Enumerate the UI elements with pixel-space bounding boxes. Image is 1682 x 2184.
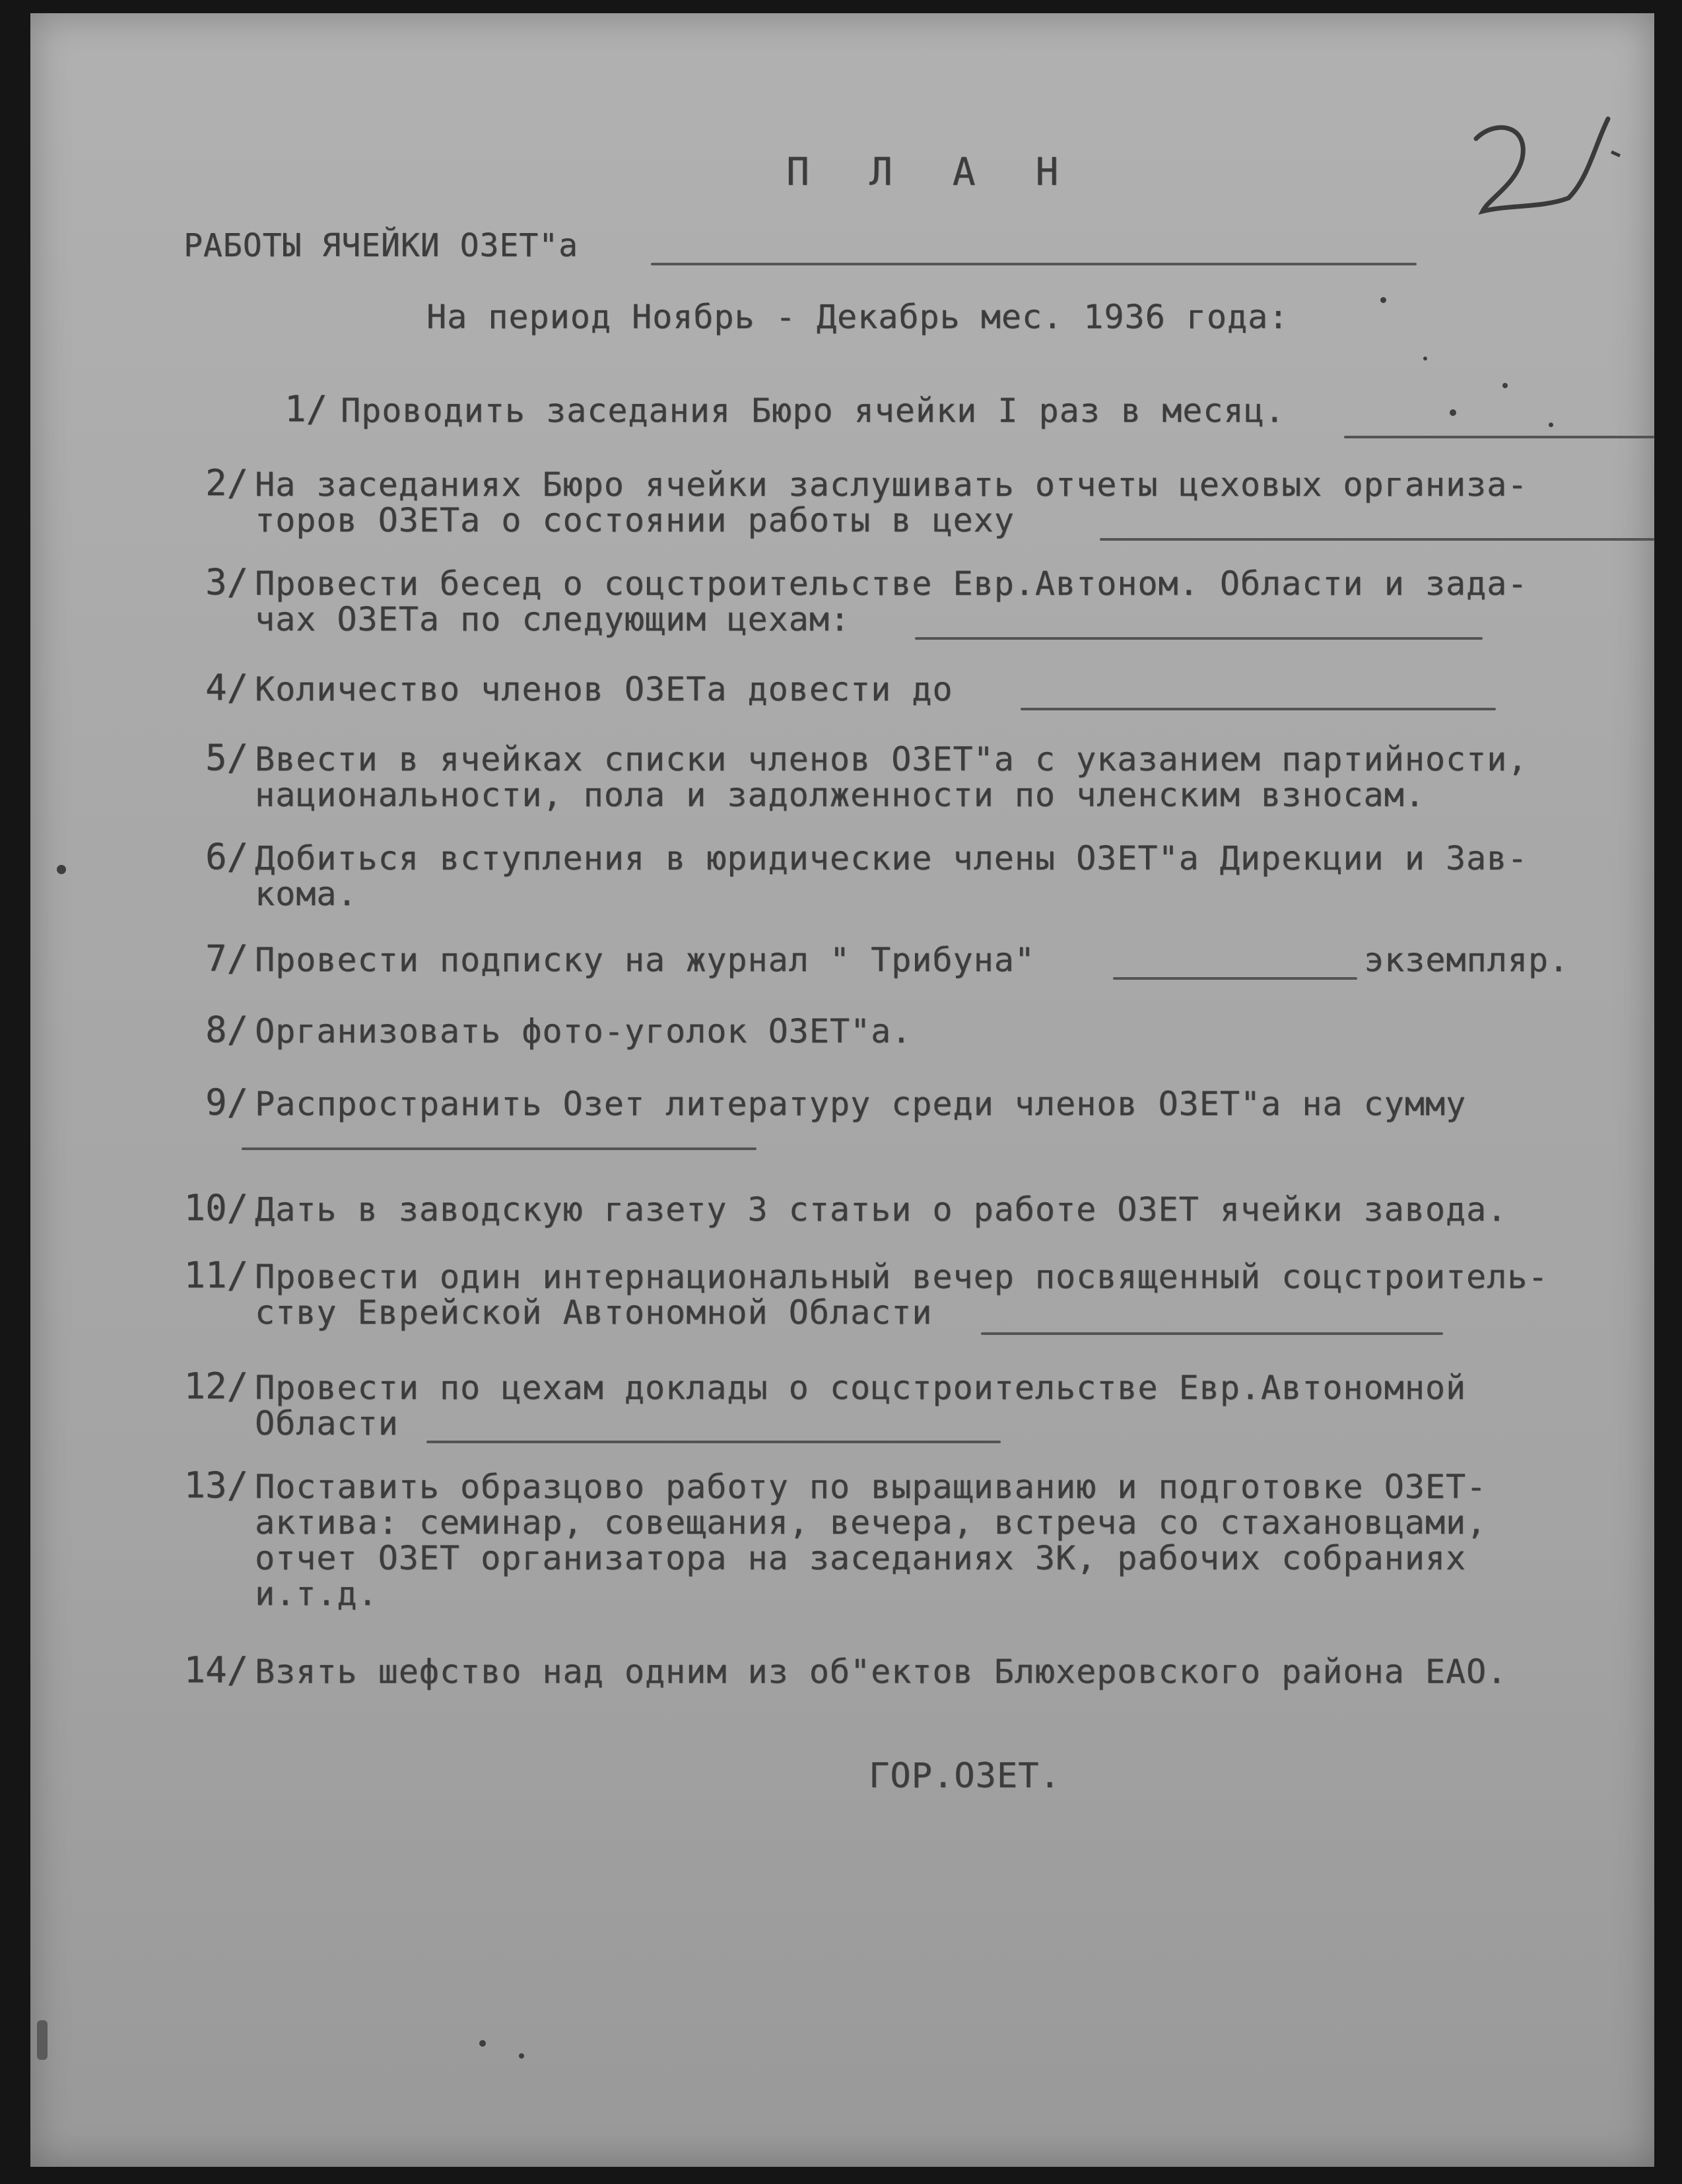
item-9-blank-line xyxy=(242,1147,757,1150)
item-5-number: 5/ xyxy=(205,737,248,778)
scan-speck xyxy=(1380,297,1386,303)
item-7-text-end: экземпляр. xyxy=(1364,941,1570,979)
item-11-text-line-2: ству Еврейской Автономной Области xyxy=(255,1293,933,1332)
item-6-number: 6/ xyxy=(205,836,248,877)
period-line: На период Ноябрь - Декабрь мес. 1936 года: xyxy=(426,298,1289,336)
item-5-text-line-1: Ввести в ячейках списки членов ОЗЕТ"а с указанием партийности, xyxy=(255,740,1528,778)
signature: ГОР.ОЗЕТ. xyxy=(869,1756,1061,1796)
item-13-text-line-3: отчет ОЗЕТ организатора на заседаниях ЗК, рабочих собраниях xyxy=(255,1539,1467,1577)
scan-speck xyxy=(1450,409,1456,416)
item-4-text: Количество членов ОЗЕТа довести до xyxy=(255,670,953,708)
item-1-text: Проводить заседания Бюро ячейки I раз в месяц. xyxy=(341,392,1285,430)
item-2-number: 2/ xyxy=(205,462,248,504)
item-1-number: 1/ xyxy=(284,388,327,430)
item-11-number: 11/ xyxy=(184,1254,248,1296)
item-8-text: Организовать фото-уголок ОЗЕТ"а. xyxy=(255,1012,912,1050)
item-3-text-line-1: Провести бесед о соцстроительстве Евр.Автоном. Области и зада- xyxy=(255,564,1528,603)
page-title: П Л А Н xyxy=(786,149,1077,194)
scan-speck xyxy=(1502,383,1508,388)
handwritten-mark xyxy=(1443,99,1628,244)
item-6-text-line-1: Добиться вступления в юридические члены ОЗЕТ"а Дирекции и Зав- xyxy=(255,839,1528,877)
item-12-blank-line xyxy=(426,1441,1001,1443)
item-6-text-line-2: кома. xyxy=(255,875,358,913)
scan-speck xyxy=(37,2020,48,2060)
item-7-blank-line xyxy=(1113,977,1357,980)
item-3-blank-line xyxy=(915,637,1483,640)
item-4-blank-line xyxy=(1021,708,1496,710)
item-1-blank-line xyxy=(1344,436,1654,438)
item-3-text-line-2: чах ОЗЕТа по следующим цехам: xyxy=(255,600,850,638)
item-12-text-line-1: Провести по цехам доклады о соцстроительстве Евр.Автономной xyxy=(255,1369,1467,1407)
item-2-blank-line xyxy=(1100,538,1654,541)
scan-speck xyxy=(519,2053,524,2059)
item-14-number: 14/ xyxy=(184,1649,248,1691)
item-11-blank-line xyxy=(981,1332,1443,1335)
scan-speck xyxy=(57,865,66,874)
item-13-text-line-1: Поставить образцово работу по выращиванию и подготовке ОЗЕТ- xyxy=(255,1468,1487,1506)
item-2-text-line-1: На заседаниях Бюро ячейки заслушивать отчеты цеховых организа- xyxy=(255,465,1528,504)
item-14-text: Взять шефство над одним из об"ектов Блюхеровского района ЕАО. xyxy=(255,1653,1508,1691)
item-13-text-line-2: актива: семинар, совещания, вечера, встреча со стахановцами, xyxy=(255,1503,1487,1542)
item-12-text-line-2: Области xyxy=(255,1404,399,1443)
scan-speck xyxy=(1423,357,1427,360)
document-sheet xyxy=(30,13,1654,2167)
item-11-text-line-1: Провести один интернациональный вечер посвященный соцстроитель- xyxy=(255,1258,1549,1296)
item-5-text-line-2: национальности, пола и задолженности по членским взносам. xyxy=(255,776,1425,814)
item-13-text-line-4: и.т.д. xyxy=(255,1575,378,1613)
item-4-number: 4/ xyxy=(205,667,248,708)
item-7-text: Провести подписку на журнал " Трибуна" xyxy=(255,941,1035,979)
item-3-number: 3/ xyxy=(205,561,248,603)
subtitle-blank-line xyxy=(651,263,1417,265)
scan-speck xyxy=(1549,423,1553,427)
scan-speck xyxy=(479,2040,486,2047)
item-10-text: Дать в заводскую газету 3 статьи о работе ОЗЕТ ячейки завода. xyxy=(255,1190,1508,1229)
item-12-number: 12/ xyxy=(184,1365,248,1407)
item-9-text: Распространить Озет литературу среди членов ОЗЕТ"а на сумму xyxy=(255,1085,1467,1123)
item-2-text-line-2: торов ОЗЕТа о состоянии работы в цеху xyxy=(255,501,1015,539)
item-13-number: 13/ xyxy=(184,1464,248,1506)
subtitle: РАБОТЫ ЯЧЕЙКИ ОЗЕТ"а xyxy=(184,227,578,264)
item-9-number: 9/ xyxy=(205,1081,248,1123)
item-10-number: 10/ xyxy=(184,1187,248,1229)
item-8-number: 8/ xyxy=(205,1009,248,1050)
item-7-number: 7/ xyxy=(205,938,248,979)
